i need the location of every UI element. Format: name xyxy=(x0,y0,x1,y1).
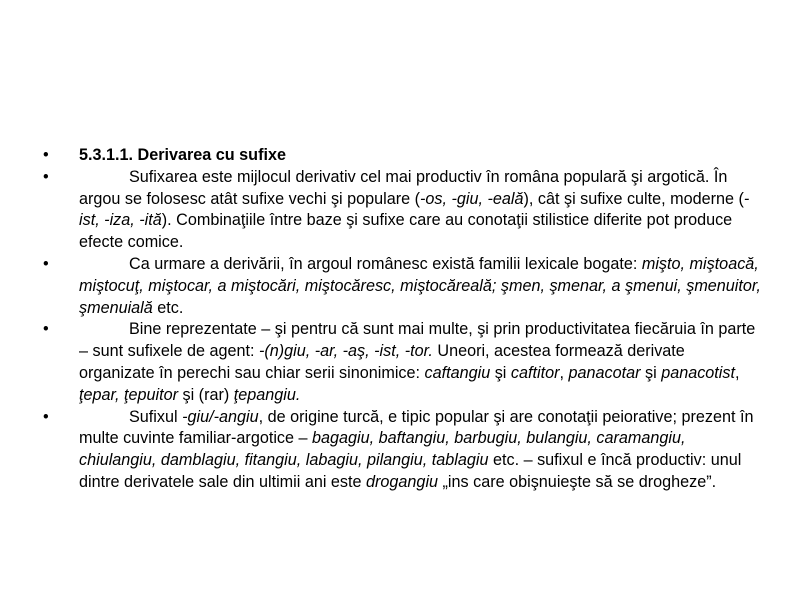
list-item xyxy=(43,407,763,494)
bullet-icon: • xyxy=(43,146,49,164)
list-item xyxy=(43,145,763,167)
section-heading: 5.3.1.1. Derivarea cu sufixe xyxy=(79,146,286,164)
bullet-icon: • xyxy=(43,167,49,186)
paragraph-text: Sufixarea este mijlocul derivativ cel mai productiv în româna populară şi argotică. În argou se folosesc atât sufixe vechi şi populare (-os, -giu, -eală), cât şi sufixe culte, moderne (-ist, -iza, -ită). Combinaţiile între baze şi sufixe care au conotaţii stilistice diferite pot produce efecte comice. xyxy=(79,167,750,252)
list-item xyxy=(43,319,763,406)
bullet-list xyxy=(43,145,763,494)
bullet-icon: • xyxy=(43,320,49,339)
bullet-icon: • xyxy=(43,254,49,273)
bullet-icon: • xyxy=(43,407,49,426)
paragraph-text: Ca urmare a derivării, în argoul românesc există familii lexicale bogate: mişto, miştoacă, miştocuţ, miştocar, a miştocări, miştocăresc, miştocăreală; şmen, şmenar, a şmenui, şmenuitor, şmenuială etc. xyxy=(79,254,761,317)
paragraph-text: Sufixul -giu/-angiu, de origine turcă, e tipic popular şi are conotaţii peiorative; prezent în multe cuvinte familiar-argotice – bagagiu, baftangiu, barbugiu, bulangiu, caramangiu, chiulangiu, damblagiu, fitangiu, labagiu, pilangiu, tablagiu etc. – sufixul e încă productiv: unul dintre derivatele sale din ultimii ani este drogangiu „ins care obişnuieşte să se drogheze”. xyxy=(79,407,754,491)
paragraph-text: Bine reprezentate – şi pentru că sunt mai multe, şi prin productivitatea fiecăruia în parte – sunt sufixele de agent: -(n)giu, -ar, -aş, -ist, -tor. Uneori, acestea formează derivate organizate în perechi sau chiar serii sinonimice: caftangiu şi caftitor, panacotar şi panacotist, ţepar, ţepuitor şi (rar) ţepangiu. xyxy=(79,320,756,404)
list-item xyxy=(43,254,763,319)
list-item xyxy=(43,167,763,254)
